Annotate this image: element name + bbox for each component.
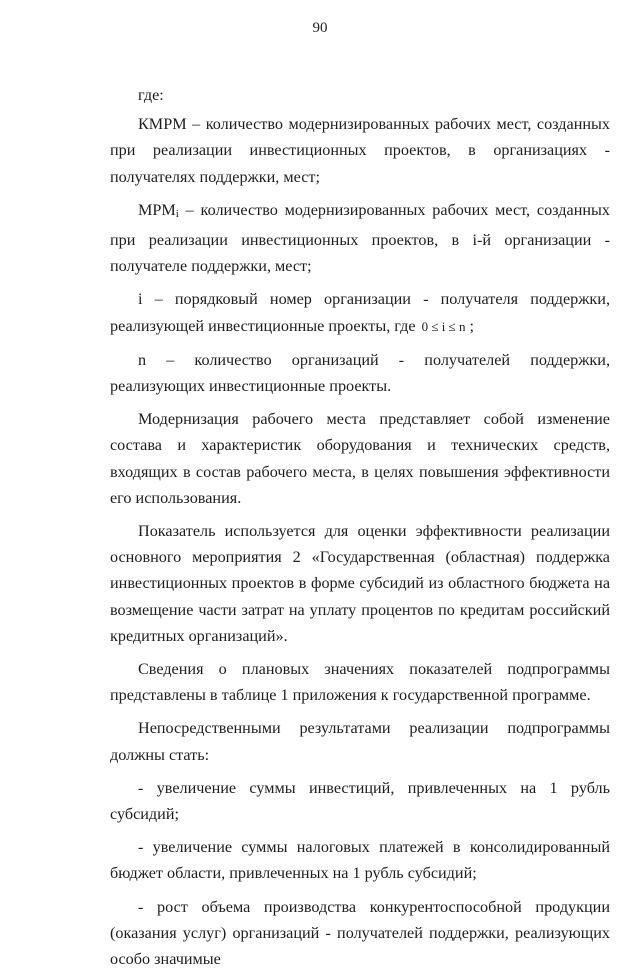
info-paragraph: Сведения о плановых значениях показателей подпрограммы представлены в таблице 1 приложения к государственной программе.	[110, 660, 610, 705]
modernization-paragraph: Модернизация рабочего места представляет собой изменение состава и характеристик оборудования и технических средств, входящих в состав рабочего места, в целях повышения эффективности его использования.	[110, 410, 610, 507]
i-definition-text: i – порядковый номер организации - получателя поддержки, реализующей инвестиционные проекты, где	[110, 290, 610, 335]
mrm-subscript: i	[175, 207, 179, 220]
results-intro: Непосредственными результатами реализации подпрограммы должны стать:	[110, 719, 610, 764]
kmrm-definition-text: – количество модернизированных рабочих мест, созданных при реализации инвестиционных проектов, в организациях - получателях поддержки, мест;	[110, 115, 610, 186]
document-body	[110, 82, 610, 972]
indicator-paragraph: Показатель используется для оценки эффективности реализации основного мероприятия 2 «Государственная (областная) поддержка инвестиционных проектов в форме субсидий из областного бюджета на возмещение части затрат на уплату процентов по кредитам российский кредитных организаций».	[110, 522, 610, 645]
where-label: где:	[138, 86, 164, 104]
kmrm-term: КМРМ	[138, 115, 187, 134]
n-definition: n – количество организаций - получателей поддержки, реализующих инвестиционные проекты.	[110, 350, 610, 396]
kmrm-definition	[110, 111, 610, 190]
result-item-3: - рост объема производства конкурентоспособной продукции (оказания услуг) организаций - получателей поддержки, реализующих особо значимые	[110, 897, 610, 969]
i-definition	[110, 286, 610, 339]
result-item-1: - увеличение суммы инвестиций, привлеченных на 1 рубль субсидий;	[110, 778, 610, 824]
i-range-formula: 0 ≤ i ≤ n	[421, 318, 466, 334]
i-definition-tail: ;	[465, 316, 474, 335]
page-number: 90	[312, 20, 328, 36]
mrm-term: МРМ	[138, 200, 176, 219]
result-item-2: - увеличение суммы налоговых платежей в консолидированный бюджет области, привлеченных на 1 рубль субсидий;	[110, 838, 610, 883]
mrm-definition	[110, 197, 610, 280]
mrm-definition-text: – количество модернизированных рабочих мест, созданных при реализации инвестиционных проектов, в i-й организации - получателе поддержки, мест;	[110, 200, 610, 276]
